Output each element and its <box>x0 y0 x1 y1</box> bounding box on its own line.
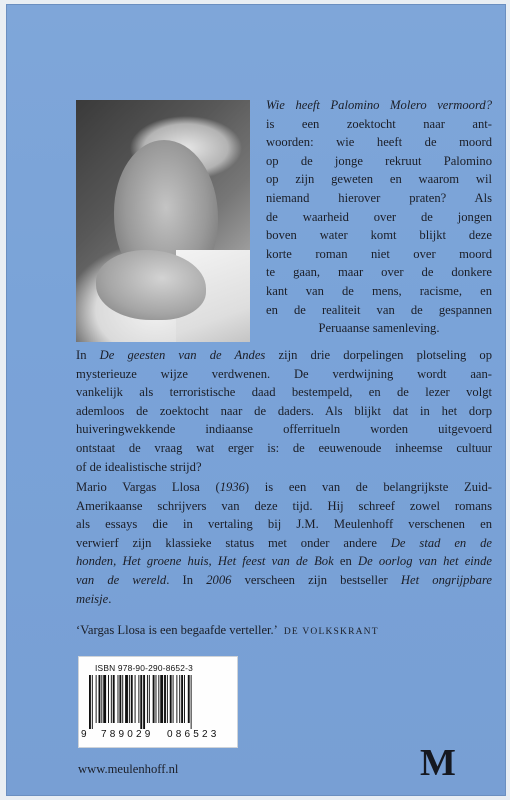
text-line: meisje. <box>76 591 112 606</box>
barcode-bars <box>87 675 229 729</box>
text-line: korte roman niet over moord <box>266 246 492 261</box>
text-line: Mario Vargas Llosa (1936) is een van de belangrijkste Zuid- <box>76 480 492 494</box>
barcode-bar <box>118 675 119 723</box>
text-line: op zijn geweten en waarom wil <box>266 172 492 187</box>
quote-source: DE VOLKSKRANT <box>283 627 379 637</box>
book-back-cover <box>6 4 506 796</box>
author-photo <box>76 100 250 342</box>
barcode-bar <box>184 675 185 723</box>
barcode-bar <box>138 675 139 723</box>
text-line: huiveringwekkende indiaanse offerritueln worden uitgevoerd <box>76 422 492 437</box>
barcode-digits-right: 086523 <box>167 729 220 740</box>
barcode-bar <box>158 675 159 723</box>
barcode-digits-left: 789029 <box>101 729 154 740</box>
barcode-bar <box>140 675 142 729</box>
barcode-bar <box>103 675 106 723</box>
press-quote <box>76 623 506 638</box>
text-line: mysterieuze wijze verdwenen. De verdwijning wordt aan- <box>76 366 492 381</box>
barcode-bar <box>119 675 121 723</box>
text-line: te gaan, maar over de donkere <box>266 265 492 280</box>
isbn-label: ISBN 978-90-290-8652-3 <box>95 663 193 673</box>
text-line: In De geesten van de Andes zijn drie dorpelingen plotseling op <box>76 348 492 362</box>
barcode-bar <box>147 675 148 723</box>
quote-text: ‘Vargas Llosa is een begaafde verteller.’ <box>76 623 278 637</box>
synopsis-palomino <box>266 96 492 338</box>
barcode-bar <box>96 675 97 723</box>
text-line: niemand hierover praten? Als <box>266 190 492 205</box>
author-bio <box>76 478 492 608</box>
publisher-website: www.meulenhoff.nl <box>78 762 179 776</box>
text-line: en de realiteit van de gespannen <box>266 302 492 317</box>
barcode-bar <box>167 675 168 723</box>
barcode-bar <box>173 675 174 723</box>
synopsis-andes <box>76 346 492 476</box>
barcode-bar <box>108 675 109 723</box>
barcode-bar <box>89 675 91 729</box>
text-line: is een zoektocht naar ant- <box>266 116 492 131</box>
text-line: op de jonge rekruut Palomino <box>266 153 492 168</box>
barcode-bar <box>113 675 115 723</box>
text-line: woorden: wie heeft de moord <box>266 135 492 150</box>
text-line: Peruaanse samenleving. <box>318 321 440 336</box>
text-line: kant van de mens, racisme, en <box>266 283 492 298</box>
barcode-bar <box>111 675 112 723</box>
text-line: de waarheid over de jongen <box>266 209 492 224</box>
text-line: Wie heeft Palomino Molero vermoord? <box>266 98 492 112</box>
barcode-bar <box>149 675 150 723</box>
text-line: vankelijk als terroristische daad bestempeld, en de lezer volgt <box>76 385 492 400</box>
barcode-bar <box>101 675 102 723</box>
text-line: of de idealistische strijd? <box>76 459 202 474</box>
text-line: boven water komt blijkt deze <box>266 228 492 243</box>
barcode-bar <box>125 675 128 723</box>
text-line: Amerikaanse schrijvers van deze tijd. Hij schreef zowel romans <box>76 498 492 513</box>
barcode-digit-lead: 9 <box>81 729 87 740</box>
barcode-digits <box>81 729 237 740</box>
barcode-bar <box>179 675 180 723</box>
text-line: verwierf zijn klassieke status met onder andere De stad en de <box>76 535 492 550</box>
barcode-bar <box>156 675 157 723</box>
barcode-bar <box>135 675 136 723</box>
barcode-bar <box>170 675 172 723</box>
barcode-bar <box>122 675 123 723</box>
publisher-logo: M <box>420 742 456 784</box>
text-line: ademloos de zoektocht naar de daders. Als blijkt dat in het dorp <box>76 403 492 418</box>
barcode-bar <box>153 675 155 723</box>
isbn-barcode <box>78 656 238 748</box>
text-line: ontstaat de vraag wat erger is: de eeuwenoude inheemse cultuur <box>76 440 492 455</box>
barcode-bar <box>164 675 166 723</box>
barcode-bar <box>188 675 190 723</box>
barcode-bar <box>191 675 192 729</box>
barcode-bar <box>143 675 145 729</box>
barcode-bar <box>99 675 101 723</box>
barcode-bar <box>129 675 130 723</box>
text-line: als essays die in vertaling bij J.M. Meulenhoff verschenen en <box>76 517 492 532</box>
text-line: honden, Het groene huis, Het feest van de Bok en De oorlog van het einde <box>76 554 492 569</box>
text-line: van de wereld. In 2006 verscheen zijn bestseller Het ongrijpbare <box>76 572 492 587</box>
barcode-bar <box>131 675 133 723</box>
barcode-bar <box>181 675 183 723</box>
barcode-bar <box>176 675 177 723</box>
barcode-bar <box>160 675 163 723</box>
barcode-bar <box>92 675 93 729</box>
